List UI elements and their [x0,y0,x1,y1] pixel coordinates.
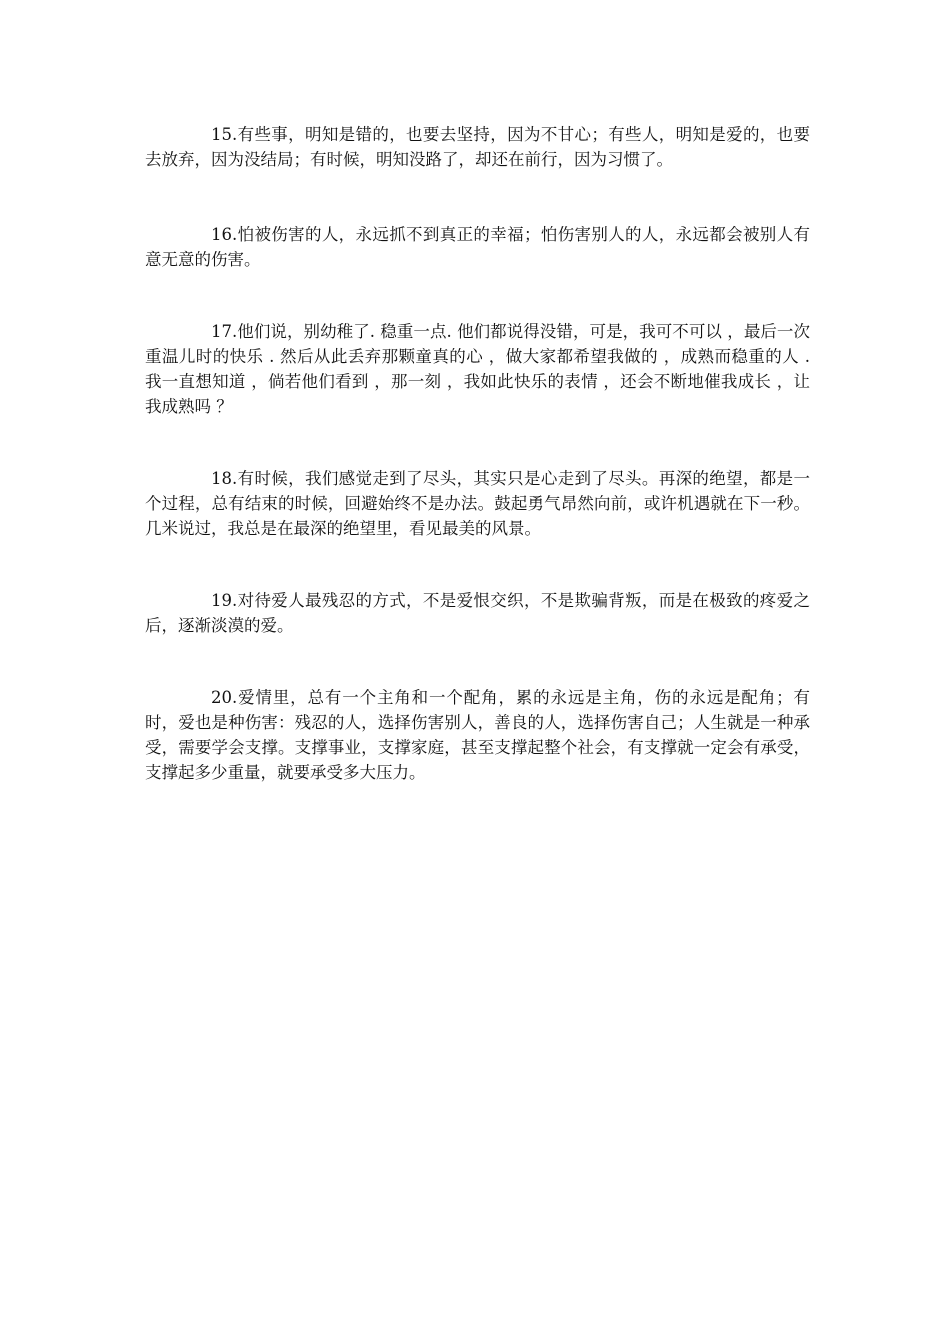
paragraph-number: 18. [211,469,238,488]
paragraph-16 [145,222,810,272]
paragraph-15 [145,122,810,172]
paragraph-number: 15. [211,125,238,144]
paragraph-text: 他们说，别幼稚了. 稳重一点. 他们都说得没错，可是，我可不可以 ，最后一次重温儿时的快乐 . 然后从此丢弃那颗童真的心 ，做大家都希望我做的 ，成熟而稳重的人 . 我一直想知道 ，倘若他们看到 ，那一刻 ，我如此快乐的表情 ，还会不断地催我成长 ，让我成熟吗 ？ [145,322,810,416]
paragraph-text: 有些事，明知是错的，也要去坚持，因为不甘心；有些人，明知是爱的，也要去放弃，因为没结局；有时候，明知没路了，却还在前行，因为习惯了。 [145,125,810,169]
paragraph-text: 爱情里，总有一个主角和一个配角，累的永远是主角，伤的永远是配角；有时，爱也是种伤害：残忍的人，选择伤害别人，善良的人，选择伤害自己；人生就是一种承受，需要学会支撑。支撑事业，支撑家庭，甚至支撑起整个社会，有支撑就一定会有承受，支撑起多少重量，就要承受多大压力。 [145,688,810,782]
paragraph-text: 对待爱人最残忍的方式，不是爱恨交织，不是欺骗背叛，而是在极致的疼爱之后，逐渐淡漠的爱。 [145,591,810,635]
paragraph-20 [145,685,810,785]
paragraph-18 [145,466,810,541]
paragraph-19 [145,588,810,638]
paragraph-text: 有时候，我们感觉走到了尽头，其实只是心走到了尽头。再深的绝望，都是一个过程，总有结束的时候，回避始终不是办法。鼓起勇气昂然向前，或许机遇就在下一秒。几米说过，我总是在最深的绝望里，看见最美的风景。 [145,469,810,538]
paragraph-number: 16. [211,225,238,244]
paragraph-number: 17. [211,322,238,341]
paragraph-number: 20. [211,688,238,707]
paragraph-text: 怕被伤害的人，永远抓不到真正的幸福；怕伤害别人的人，永远都会被别人有意无意的伤害。 [145,225,810,269]
paragraph-17 [145,319,810,419]
paragraph-number: 19. [211,591,238,610]
